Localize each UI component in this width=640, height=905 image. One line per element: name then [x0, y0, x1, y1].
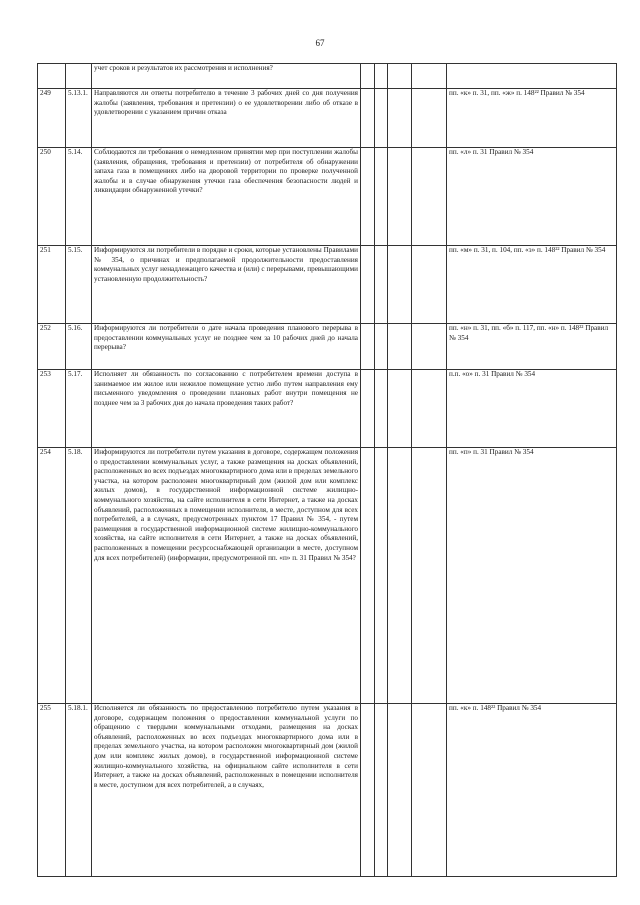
section-number: [66, 64, 92, 89]
legal-reference: пп. «к» п. 148²² Правил № 354: [447, 704, 617, 877]
remark-cell: [412, 148, 447, 246]
question-text: Направляются ли ответы потребителю в течение 3 рабочих дней со дня получения жалобы (заявления, требования и претензии) о ее удовлетворении либо об отказе в удовлетворении с указанием причин отказа: [92, 89, 361, 148]
page-number: 67: [315, 38, 325, 48]
remark-cell: [412, 370, 447, 448]
row-number: 252: [38, 324, 66, 370]
table-row: [38, 704, 617, 877]
row-number: 250: [38, 148, 66, 246]
row-number: 249: [38, 89, 66, 148]
table-row: [38, 246, 617, 324]
answer-cell-na: [388, 89, 412, 148]
answer-cell-na: [388, 704, 412, 877]
answer-cell-no: [375, 448, 388, 704]
answer-cell-no: [375, 148, 388, 246]
section-number: 5.15.: [66, 246, 92, 324]
table-row: [38, 448, 617, 704]
answer-cell-na: [388, 370, 412, 448]
question-text: Исполняет ли обязанность по согласованию с потребителем времени доступа в занимаемое им жилое или нежилое помещение устно либо путем направления ему письменного уведомления о проведении плановых работ внутри помещения не позднее чем за 3 рабочих дня до начала проведения таких работ?: [92, 370, 361, 448]
legal-reference: пп. «п» п. 31 Правил № 354: [447, 448, 617, 704]
table-row: [38, 370, 617, 448]
answer-cell-yes: [361, 370, 375, 448]
answer-cell-na: [388, 324, 412, 370]
answer-cell-na: [388, 246, 412, 324]
answer-cell-na: [388, 64, 412, 89]
answer-cell-yes: [361, 64, 375, 89]
row-number: 251: [38, 246, 66, 324]
answer-cell-yes: [361, 704, 375, 877]
table-row: [38, 89, 617, 148]
section-number: 5.18.1.: [66, 704, 92, 877]
legal-reference: пп. «к» п. 31, пп. «ж» п. 148²² Правил № 354: [447, 89, 617, 148]
remark-cell: [412, 704, 447, 877]
answer-cell-na: [388, 148, 412, 246]
row-number: 253: [38, 370, 66, 448]
answer-cell-no: [375, 246, 388, 324]
answer-cell-yes: [361, 89, 375, 148]
table-row: [38, 324, 617, 370]
answer-cell-yes: [361, 246, 375, 324]
answer-cell-no: [375, 64, 388, 89]
legal-reference: пп. «м» п. 31, п. 104, пп. «з» п. 148²² Правил № 354: [447, 246, 617, 324]
section-number: 5.18.: [66, 448, 92, 704]
row-number: [38, 64, 66, 89]
answer-cell-yes: [361, 448, 375, 704]
table-row: [38, 64, 617, 89]
row-number: 255: [38, 704, 66, 877]
question-text: Информируются ли потребители о дате начала проведения планового перерыва в предоставлении коммунальных услуг не позднее чем за 10 рабочих дней до начала перерыва?: [92, 324, 361, 370]
table-row: [38, 148, 617, 246]
question-text: Информируются ли потребители путем указания в договоре, содержащем положения о предоставлении коммунальных услуг, а также размещения на досках объявлений, расположенных во всех подъездах многоквартирного дома или в пределах земельного участка, на котором расположен многоквартирный дом (жилой дом или комплекс жилых домов), в государственной информационной системе жилищно-коммунального хозяйства, на сайте исполнителя в сети Интернет, а также на досках объявлений, расположенных в помещении исполнителя, в месте, доступном для всех потребителей, а в случаях, предусмотренных пунктом 17 Правил № 354, - путем размещения в государственной информационной системе жилищно-коммунального хозяйства, на сайте исполнителя в сети Интернет, а также на досках объявлений, расположенных в помещении ресурсоснабжающей организации в месте, доступном для всех потребителей) (информации, предусмотренной пп. «п» п. 31 Правил № 354?: [92, 448, 361, 704]
legal-reference: пп. «л» п. 31 Правил № 354: [447, 148, 617, 246]
remark-cell: [412, 89, 447, 148]
section-number: 5.14.: [66, 148, 92, 246]
section-number: 5.16.: [66, 324, 92, 370]
section-number: 5.17.: [66, 370, 92, 448]
legal-reference: [447, 64, 617, 89]
question-text: Соблюдаются ли требования о немедленном принятии мер при поступлении жалобы (заявления, обращения, требования и претензии) от потребителя об обнаружении запаха газа в помещениях либо на дворовой территории по проверке полученной жалобы и в случае обнаружения утечки газа обеспечения безопасности людей и ликвидации обнаруженной утечки?: [92, 148, 361, 246]
question-text: Информируются ли потребители в порядке и сроки, которые установлены Правилами № 354, о причинах и предполагаемой продолжительности предоставления коммунальных услуг ненадлежащего качества и (или) с перерывами, превышающими установленную продолжительность?: [92, 246, 361, 324]
answer-cell-yes: [361, 324, 375, 370]
row-number: 254: [38, 448, 66, 704]
remark-cell: [412, 246, 447, 324]
remark-cell: [412, 448, 447, 704]
answer-cell-no: [375, 370, 388, 448]
question-text: учет сроков и результатов их рассмотрения и исполнения?: [92, 64, 361, 89]
section-number: 5.13.1.: [66, 89, 92, 148]
answer-cell-yes: [361, 148, 375, 246]
question-text: Исполняется ли обязанность по предоставлению потребителю путем указания в договоре, содержащем положения о предоставлении коммунальной услуги по обращению с твердыми коммунальными отходами, размещения на досках объявлений, расположенных во всех подъездах многоквартирного дома или в пределах земельного участка, на котором расположен многоквартирный дом (жилой дом или комплекс жилых домов), в государственной информационной системе жилищно-коммунального хозяйства, на официальном сайте исполнителя в сети Интернет, а также на досках объявлений, расположенных в помещении исполнителя в месте, доступном для всех потребителей, а в случаях,: [92, 704, 361, 877]
answer-cell-no: [375, 704, 388, 877]
remark-cell: [412, 64, 447, 89]
legal-reference: п.п. «о» п. 31 Правил № 354: [447, 370, 617, 448]
answer-cell-no: [375, 89, 388, 148]
legal-reference: пп. «н» п. 31, пп. «б» п. 117, пп. «н» п. 148²² Правил № 354: [447, 324, 617, 370]
answer-cell-na: [388, 448, 412, 704]
answer-cell-no: [375, 324, 388, 370]
checklist-table: [37, 63, 617, 877]
remark-cell: [412, 324, 447, 370]
